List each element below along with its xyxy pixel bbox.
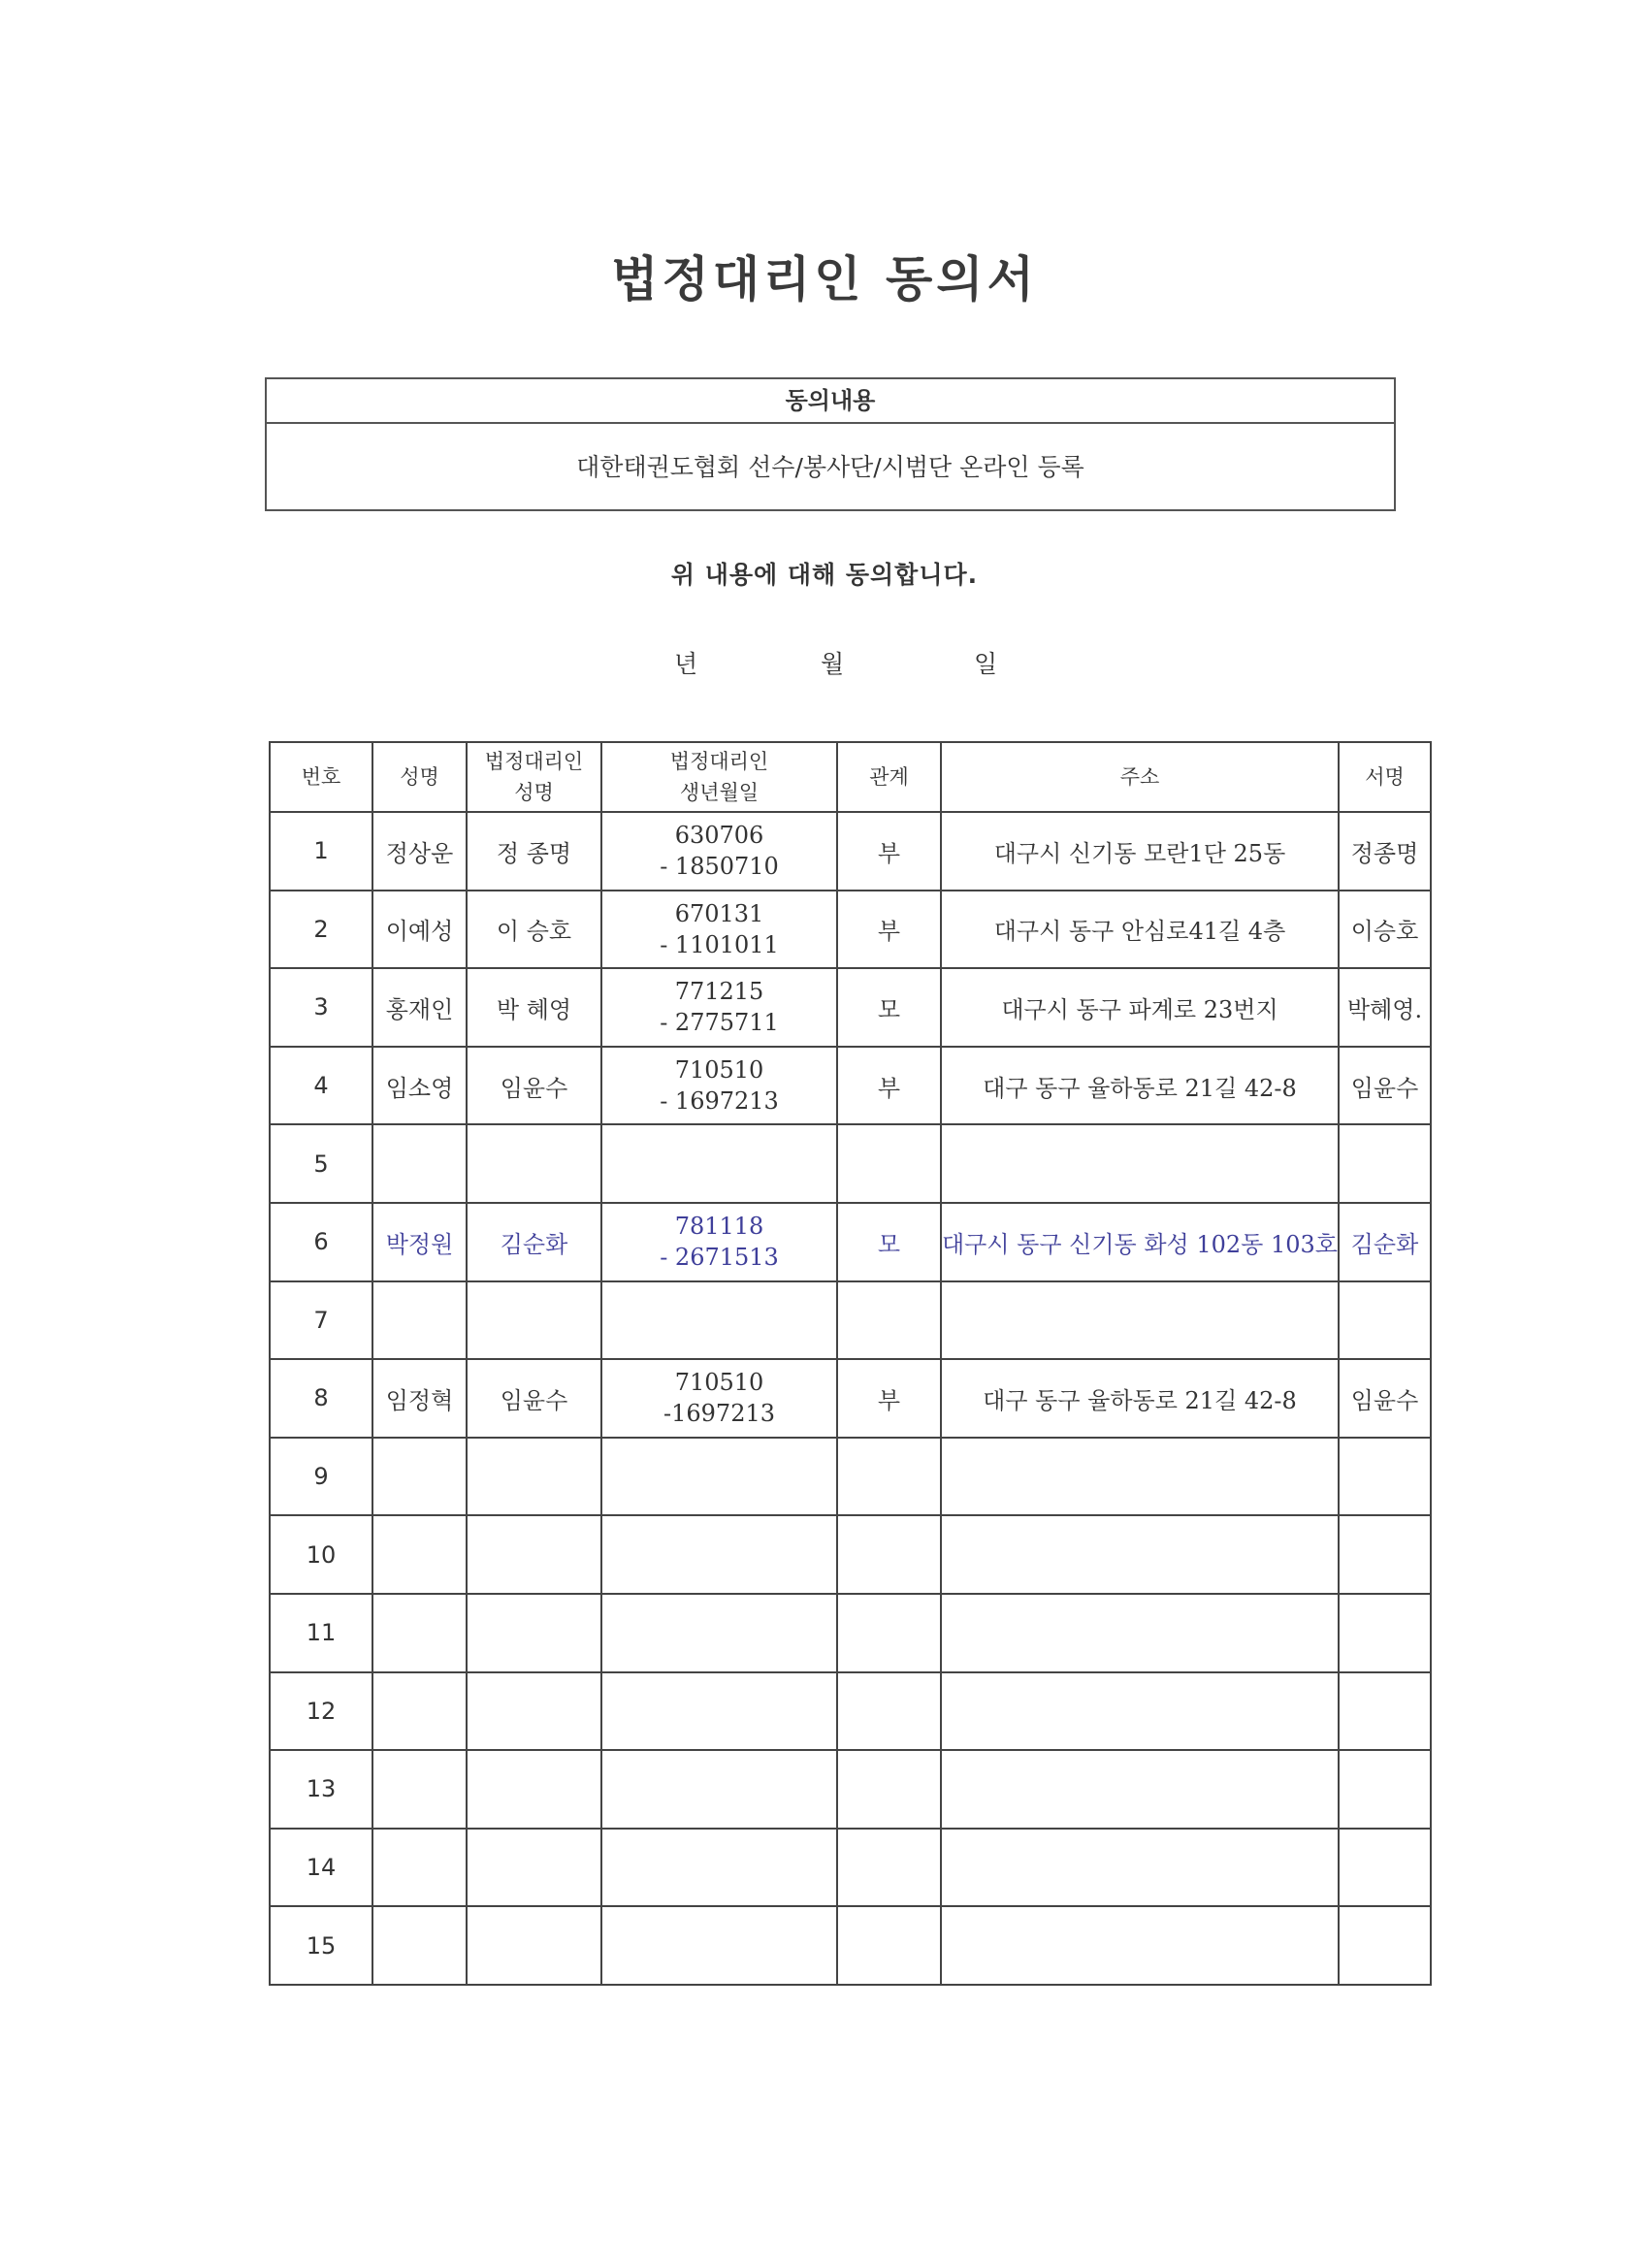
row-guardian-birth: 771215 - 2775711 — [601, 968, 837, 1047]
row-relation: 부 — [837, 812, 941, 891]
row-relation: 부 — [837, 1047, 941, 1125]
row-guardian-name: 임윤수 — [467, 1359, 601, 1438]
row-signature: 임윤수 — [1339, 1047, 1431, 1125]
row-relation — [837, 1829, 941, 1907]
row-number: 1 — [270, 812, 372, 891]
row-relation: 부 — [837, 891, 941, 969]
row-guardian-name — [467, 1515, 601, 1594]
consent-header: 동의내용 — [267, 379, 1394, 424]
row-number: 9 — [270, 1438, 372, 1516]
row-address: 대구 동구 율하동로 21길 42-8 — [941, 1047, 1339, 1125]
table-row — [270, 1750, 1431, 1829]
row-name — [372, 1829, 467, 1907]
row-guardian-name — [467, 1124, 601, 1203]
row-signature — [1339, 1906, 1431, 1985]
row-relation: 모 — [837, 968, 941, 1047]
row-address: 대구시 신기동 모란1단 25동 — [941, 812, 1339, 891]
row-signature — [1339, 1829, 1431, 1907]
row-name — [372, 1750, 467, 1829]
row-number: 5 — [270, 1124, 372, 1203]
row-address — [941, 1906, 1339, 1985]
row-number: 11 — [270, 1594, 372, 1672]
row-name: 박정원 — [372, 1203, 467, 1281]
row-relation — [837, 1672, 941, 1751]
table-row — [270, 1124, 1431, 1203]
row-guardian-birth — [601, 1438, 837, 1516]
row-guardian-name: 정 종명 — [467, 812, 601, 891]
row-guardian-birth: 670131 - 1101011 — [601, 891, 837, 969]
header-guardian-birth: 법정대리인 생년월일 — [601, 742, 837, 812]
consent-content-box — [265, 377, 1396, 511]
row-name — [372, 1438, 467, 1516]
row-guardian-name — [467, 1438, 601, 1516]
row-guardian-birth — [601, 1281, 837, 1360]
row-guardian-name: 김순화 — [467, 1203, 601, 1281]
row-signature — [1339, 1750, 1431, 1829]
row-address — [941, 1515, 1339, 1594]
row-number: 2 — [270, 891, 372, 969]
row-signature — [1339, 1672, 1431, 1751]
table-row — [270, 1829, 1431, 1907]
row-guardian-name — [467, 1829, 601, 1907]
row-number: 6 — [270, 1203, 372, 1281]
row-signature — [1339, 1594, 1431, 1672]
header-signature: 서명 — [1339, 742, 1431, 812]
row-signature: 박혜영. — [1339, 968, 1431, 1047]
row-guardian-birth: 710510 - 1697213 — [601, 1047, 837, 1125]
date-year-label: 년 — [674, 650, 698, 678]
table-row — [270, 812, 1431, 891]
row-address — [941, 1829, 1339, 1907]
row-guardian-birth: 630706 - 1850710 — [601, 812, 837, 891]
table-row — [270, 1672, 1431, 1751]
row-address — [941, 1438, 1339, 1516]
row-number: 15 — [270, 1906, 372, 1985]
row-signature: 정종명 — [1339, 812, 1431, 891]
table-row — [270, 1359, 1431, 1438]
date-month-label: 월 — [821, 650, 845, 678]
row-name: 홍재인 — [372, 968, 467, 1047]
row-signature — [1339, 1124, 1431, 1203]
row-name — [372, 1594, 467, 1672]
row-number: 7 — [270, 1281, 372, 1360]
row-name — [372, 1906, 467, 1985]
row-number: 4 — [270, 1047, 372, 1125]
row-name — [372, 1124, 467, 1203]
row-address: 대구 동구 율하동로 21길 42-8 — [941, 1359, 1339, 1438]
row-signature: 이승호 — [1339, 891, 1431, 969]
table-row — [270, 1594, 1431, 1672]
table-row — [270, 1281, 1431, 1360]
row-guardian-birth — [601, 1672, 837, 1751]
row-address — [941, 1750, 1339, 1829]
header-relation: 관계 — [837, 742, 941, 812]
row-address: 대구시 동구 신기동 화성 102동 103호 — [941, 1203, 1339, 1281]
row-name: 정상운 — [372, 812, 467, 891]
row-relation — [837, 1515, 941, 1594]
row-number: 13 — [270, 1750, 372, 1829]
table-row — [270, 891, 1431, 969]
row-address — [941, 1281, 1339, 1360]
table-row — [270, 1203, 1431, 1281]
row-number: 12 — [270, 1672, 372, 1751]
row-signature — [1339, 1281, 1431, 1360]
page-title: 법정대리인 동의서 — [611, 251, 1038, 308]
row-guardian-birth — [601, 1124, 837, 1203]
row-number: 10 — [270, 1515, 372, 1594]
row-number: 3 — [270, 968, 372, 1047]
row-guardian-birth: 781118 - 2671513 — [601, 1203, 837, 1281]
header-address: 주소 — [941, 742, 1339, 812]
row-guardian-birth — [601, 1594, 837, 1672]
row-guardian-name — [467, 1906, 601, 1985]
row-address — [941, 1124, 1339, 1203]
row-guardian-name — [467, 1281, 601, 1360]
row-guardian-birth: 710510 -1697213 — [601, 1359, 837, 1438]
row-name — [372, 1672, 467, 1751]
guardian-table — [269, 741, 1432, 1986]
row-address: 대구시 동구 파계로 23번지 — [941, 968, 1339, 1047]
row-signature: 임윤수 — [1339, 1359, 1431, 1438]
row-relation — [837, 1594, 941, 1672]
header-name: 성명 — [372, 742, 467, 812]
row-name: 임정혁 — [372, 1359, 467, 1438]
row-guardian-birth — [601, 1750, 837, 1829]
row-relation — [837, 1438, 941, 1516]
row-guardian-name: 이 승호 — [467, 891, 601, 969]
row-address — [941, 1594, 1339, 1672]
row-guardian-birth — [601, 1515, 837, 1594]
row-guardian-name: 박 혜영 — [467, 968, 601, 1047]
row-guardian-birth — [601, 1829, 837, 1907]
table-row — [270, 1438, 1431, 1516]
row-signature — [1339, 1438, 1431, 1516]
header-no: 번호 — [270, 742, 372, 812]
row-address — [941, 1672, 1339, 1751]
row-guardian-name: 임윤수 — [467, 1047, 601, 1125]
date-day-label: 일 — [974, 650, 998, 678]
row-guardian-name — [467, 1672, 601, 1751]
header-guardian-name: 법정대리인 성명 — [467, 742, 601, 812]
row-signature — [1339, 1515, 1431, 1594]
row-signature: 김순화 — [1339, 1203, 1431, 1281]
row-relation — [837, 1750, 941, 1829]
table-body — [270, 812, 1431, 1985]
table-row — [270, 1047, 1431, 1125]
agree-statement: 위 내용에 대해 동의합니다. — [670, 561, 979, 589]
row-name — [372, 1515, 467, 1594]
row-name: 이예성 — [372, 891, 467, 969]
row-guardian-birth — [601, 1906, 837, 1985]
table-row — [270, 1906, 1431, 1985]
table-row — [270, 968, 1431, 1047]
row-guardian-name — [467, 1750, 601, 1829]
row-relation: 모 — [837, 1203, 941, 1281]
row-number: 14 — [270, 1829, 372, 1907]
table-row — [270, 1515, 1431, 1594]
row-number: 8 — [270, 1359, 372, 1438]
consent-text: 대한태권도협회 선수/봉사단/시범단 온라인 등록 — [576, 453, 1084, 481]
row-name — [372, 1281, 467, 1360]
row-address: 대구시 동구 안심로41길 4층 — [941, 891, 1339, 969]
row-guardian-name — [467, 1594, 601, 1672]
table-header-row — [270, 742, 1431, 812]
row-relation: 부 — [837, 1359, 941, 1438]
row-name: 임소영 — [372, 1047, 467, 1125]
row-relation — [837, 1906, 941, 1985]
row-relation — [837, 1281, 941, 1360]
row-relation — [837, 1124, 941, 1203]
